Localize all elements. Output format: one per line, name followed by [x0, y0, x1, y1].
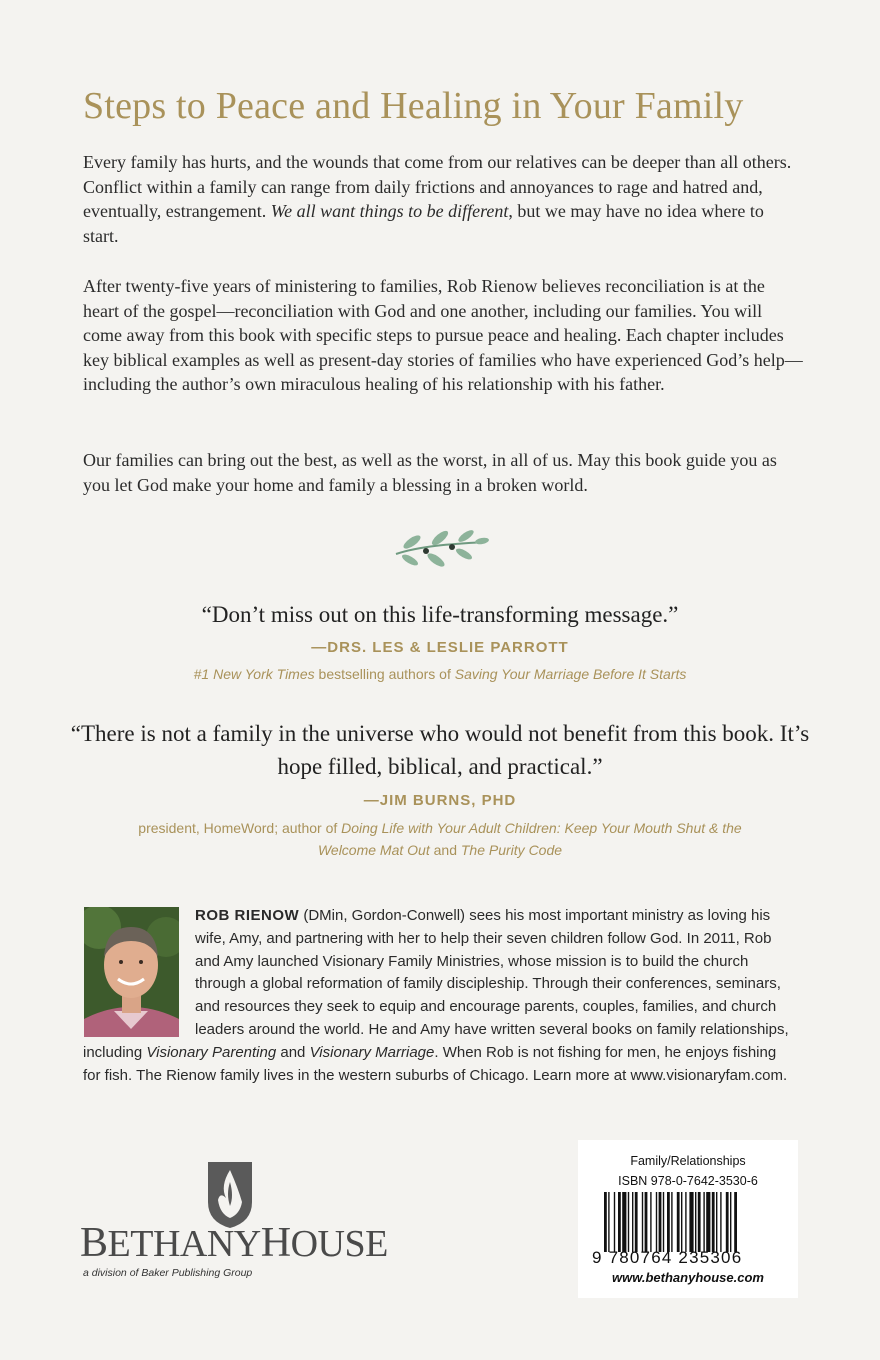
creds1-part: bestselling authors of — [314, 666, 455, 682]
creds2-part: and — [429, 842, 461, 858]
creds1-part: New York Times — [213, 666, 315, 682]
endorsement-credentials-1 — [120, 663, 760, 685]
author-name: ROB RIENOW — [195, 907, 300, 924]
author-photo — [84, 907, 179, 1037]
publisher-url: www.bethanyhouse.com — [612, 1270, 764, 1285]
bio-part: and — [276, 1043, 310, 1061]
bio-part: Visionary Marriage — [309, 1043, 435, 1061]
pub-name-part: OUSE — [290, 1223, 388, 1265]
para1-text-end: , but we may have no idea where to start. — [83, 201, 764, 246]
creds2-part: The Purity Code — [460, 842, 563, 858]
bio-part: . When Rob is not fishing for men, he enjoys fishing for fish. The Rienow family lives in the western suburbs of Chicago. Learn more at www.visionaryfam.com. — [83, 1043, 788, 1084]
description-paragraph-2: After twenty-five years of ministering to families, Rob Rienow believes reconciliation is at the heart of the gospel—reconciliation with God and one another, including our families. You will come away from this book with specific steps to pursue peace and healing. Each chapter includes key biblical examples as well as present-day stories of families who have experienced God’s help—including the author’s own miraculous healing of his relationship with his father. — [83, 276, 803, 394]
creds2-part: president, HomeWord; author of — [138, 820, 342, 836]
isbn-label: ISBN 978-0-7642-3530-6 — [618, 1174, 758, 1188]
endorsement-attribution-1: —DRS. LES & LESLIE PARROTT — [311, 639, 569, 656]
bio-part: (DMin, Gordon-Conwell) sees his most important ministry as loving his wife, Amy, and partnering with her to help their seven children follow God. In 2011, Rob and Amy launched Visionary Family Ministries, whose mission is to build the church through a global reformation of family discipleship. Through their conferences, seminars, and resources they seek to equip and encourage parents, couples, families, and church leaders around the world. He and Amy have written several books on family relationships, including — [83, 907, 789, 1061]
endorsement-quote-2: “There is not a family in the universe who would not benefit from this book. It’s hope filled, biblical, and practical.” — [70, 721, 810, 779]
creds1-part: Saving Your Marriage Before It Starts — [454, 666, 687, 682]
para1-text: Every family has hurts, and the wounds that come from our relatives can be deeper than all others. Conflict within a family can range from daily frictions and annoyances to rage and hatred and, eventually, estrangement. — [83, 152, 792, 221]
book-category: Family/Relationships — [630, 1154, 746, 1168]
endorsement-quote-1: “Don’t miss out on this life-transforming message.” — [201, 602, 679, 627]
publisher-name — [80, 1220, 388, 1266]
description-paragraph-3: Our families can bring out the best, as well as the worst, in all of us. May this book guide you as you let God make your home and family a blessing in a broken world. — [83, 450, 777, 495]
para1-italic: We all want things to be different — [270, 201, 509, 221]
creds1-part: #1 — [193, 666, 214, 682]
endorsement-attribution-2: —JIM BURNS, PHD — [363, 792, 517, 809]
book-headline: Steps to Peace and Healing in Your Family — [83, 85, 744, 127]
bio-part: Visionary Parenting — [146, 1043, 277, 1061]
description-paragraph-1 — [83, 150, 803, 248]
barcode-icon — [602, 1192, 782, 1252]
pub-name-part: ETHANY — [107, 1223, 261, 1265]
pub-name-part: B — [80, 1220, 108, 1266]
creds2-part: Doing Life with Your Adult Children: Keep Your Mouth Shut & the Welcome Mat Out — [317, 820, 742, 858]
publisher-division: a division of Baker Publishing Group — [83, 1267, 253, 1279]
barcode-panel — [578, 1140, 798, 1298]
pub-name-part: H — [260, 1220, 291, 1266]
author-bio — [83, 905, 795, 1087]
endorsement-credentials-2 — [120, 817, 760, 861]
barcode-digits: 9 780764 235306 — [592, 1248, 743, 1267]
olive-branch-icon — [390, 526, 490, 574]
